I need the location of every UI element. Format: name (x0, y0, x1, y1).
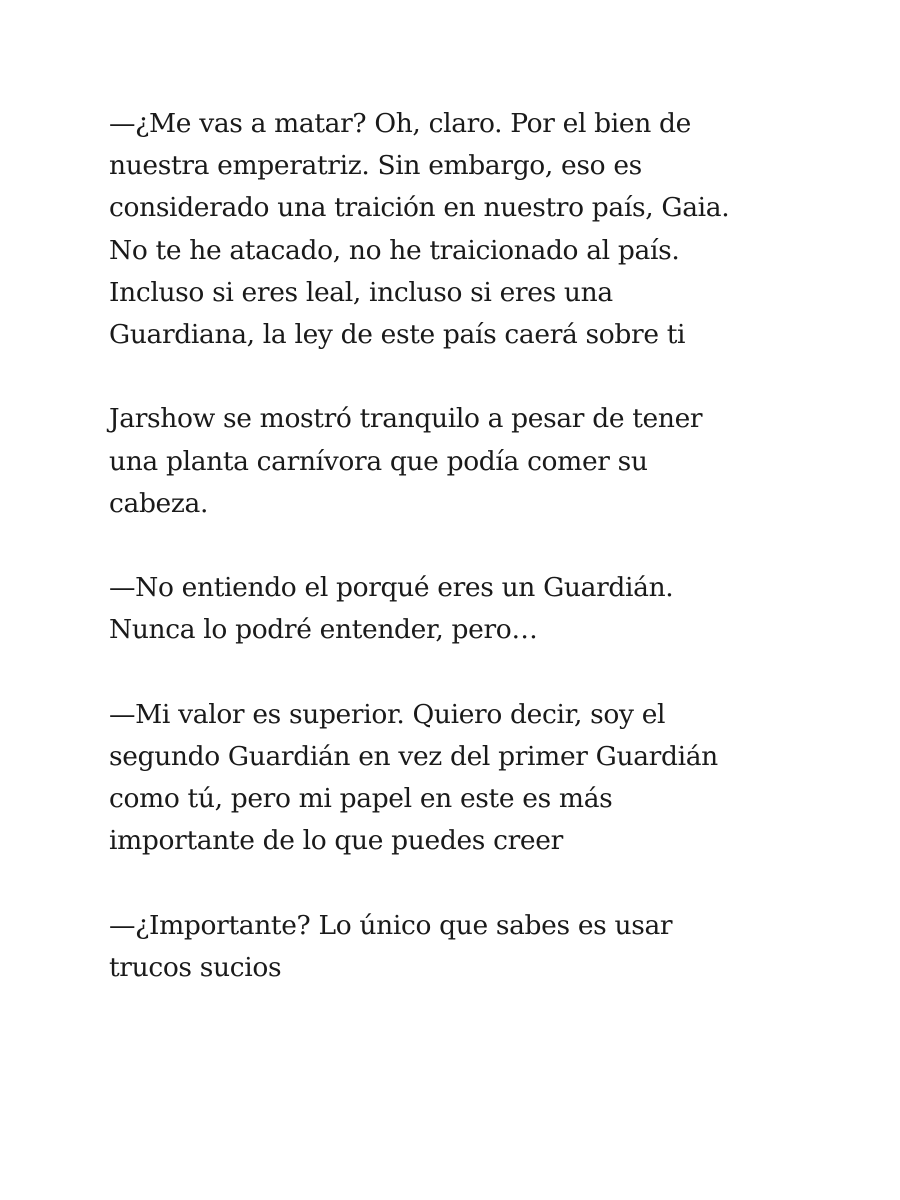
text-line: —¿Me vas a matar? Oh, claro. Por el bien de (109, 108, 691, 139)
paragraph-2 (109, 398, 809, 525)
paragraph-1 (109, 103, 809, 356)
text-line: No te he atacado, no he traicionado al país. (109, 234, 680, 266)
paragraph-4 (109, 694, 809, 863)
text-line: nuestra emperatriz. Sin embargo, eso es (109, 150, 642, 182)
text-line: una planta carnívora que podía comer su (109, 445, 648, 477)
text-line: como tú, pero mi papel en este es más (109, 783, 613, 815)
text-line: considerado una traición en nuestro país, Gaia. (109, 192, 730, 224)
text-line: —No entiendo el porqué eres un Guardián. (109, 572, 674, 604)
text-line: importante de lo que puedes creer (109, 825, 563, 857)
text-line: Incluso si eres leal, incluso si eres una (109, 276, 613, 308)
text-line: —¿Importante? Lo único que sabes es usar (109, 909, 673, 941)
text-line: cabeza. (109, 487, 209, 519)
text-line: trucos sucios (109, 952, 282, 983)
text-column (109, 103, 809, 1031)
text-line: Nunca lo podré entender, pero… (109, 614, 538, 646)
text-line: segundo Guardián en vez del primer Guardián (109, 741, 718, 772)
paragraph-3 (109, 567, 809, 651)
text-line: —Mi valor es superior. Quiero decir, soy el (109, 698, 666, 730)
paragraph-5 (109, 905, 809, 989)
text-line: Guardiana, la ley de este país caerá sobre ti (109, 319, 686, 351)
text-line: Jarshow se mostró tranquilo a pesar de tener (109, 403, 703, 435)
